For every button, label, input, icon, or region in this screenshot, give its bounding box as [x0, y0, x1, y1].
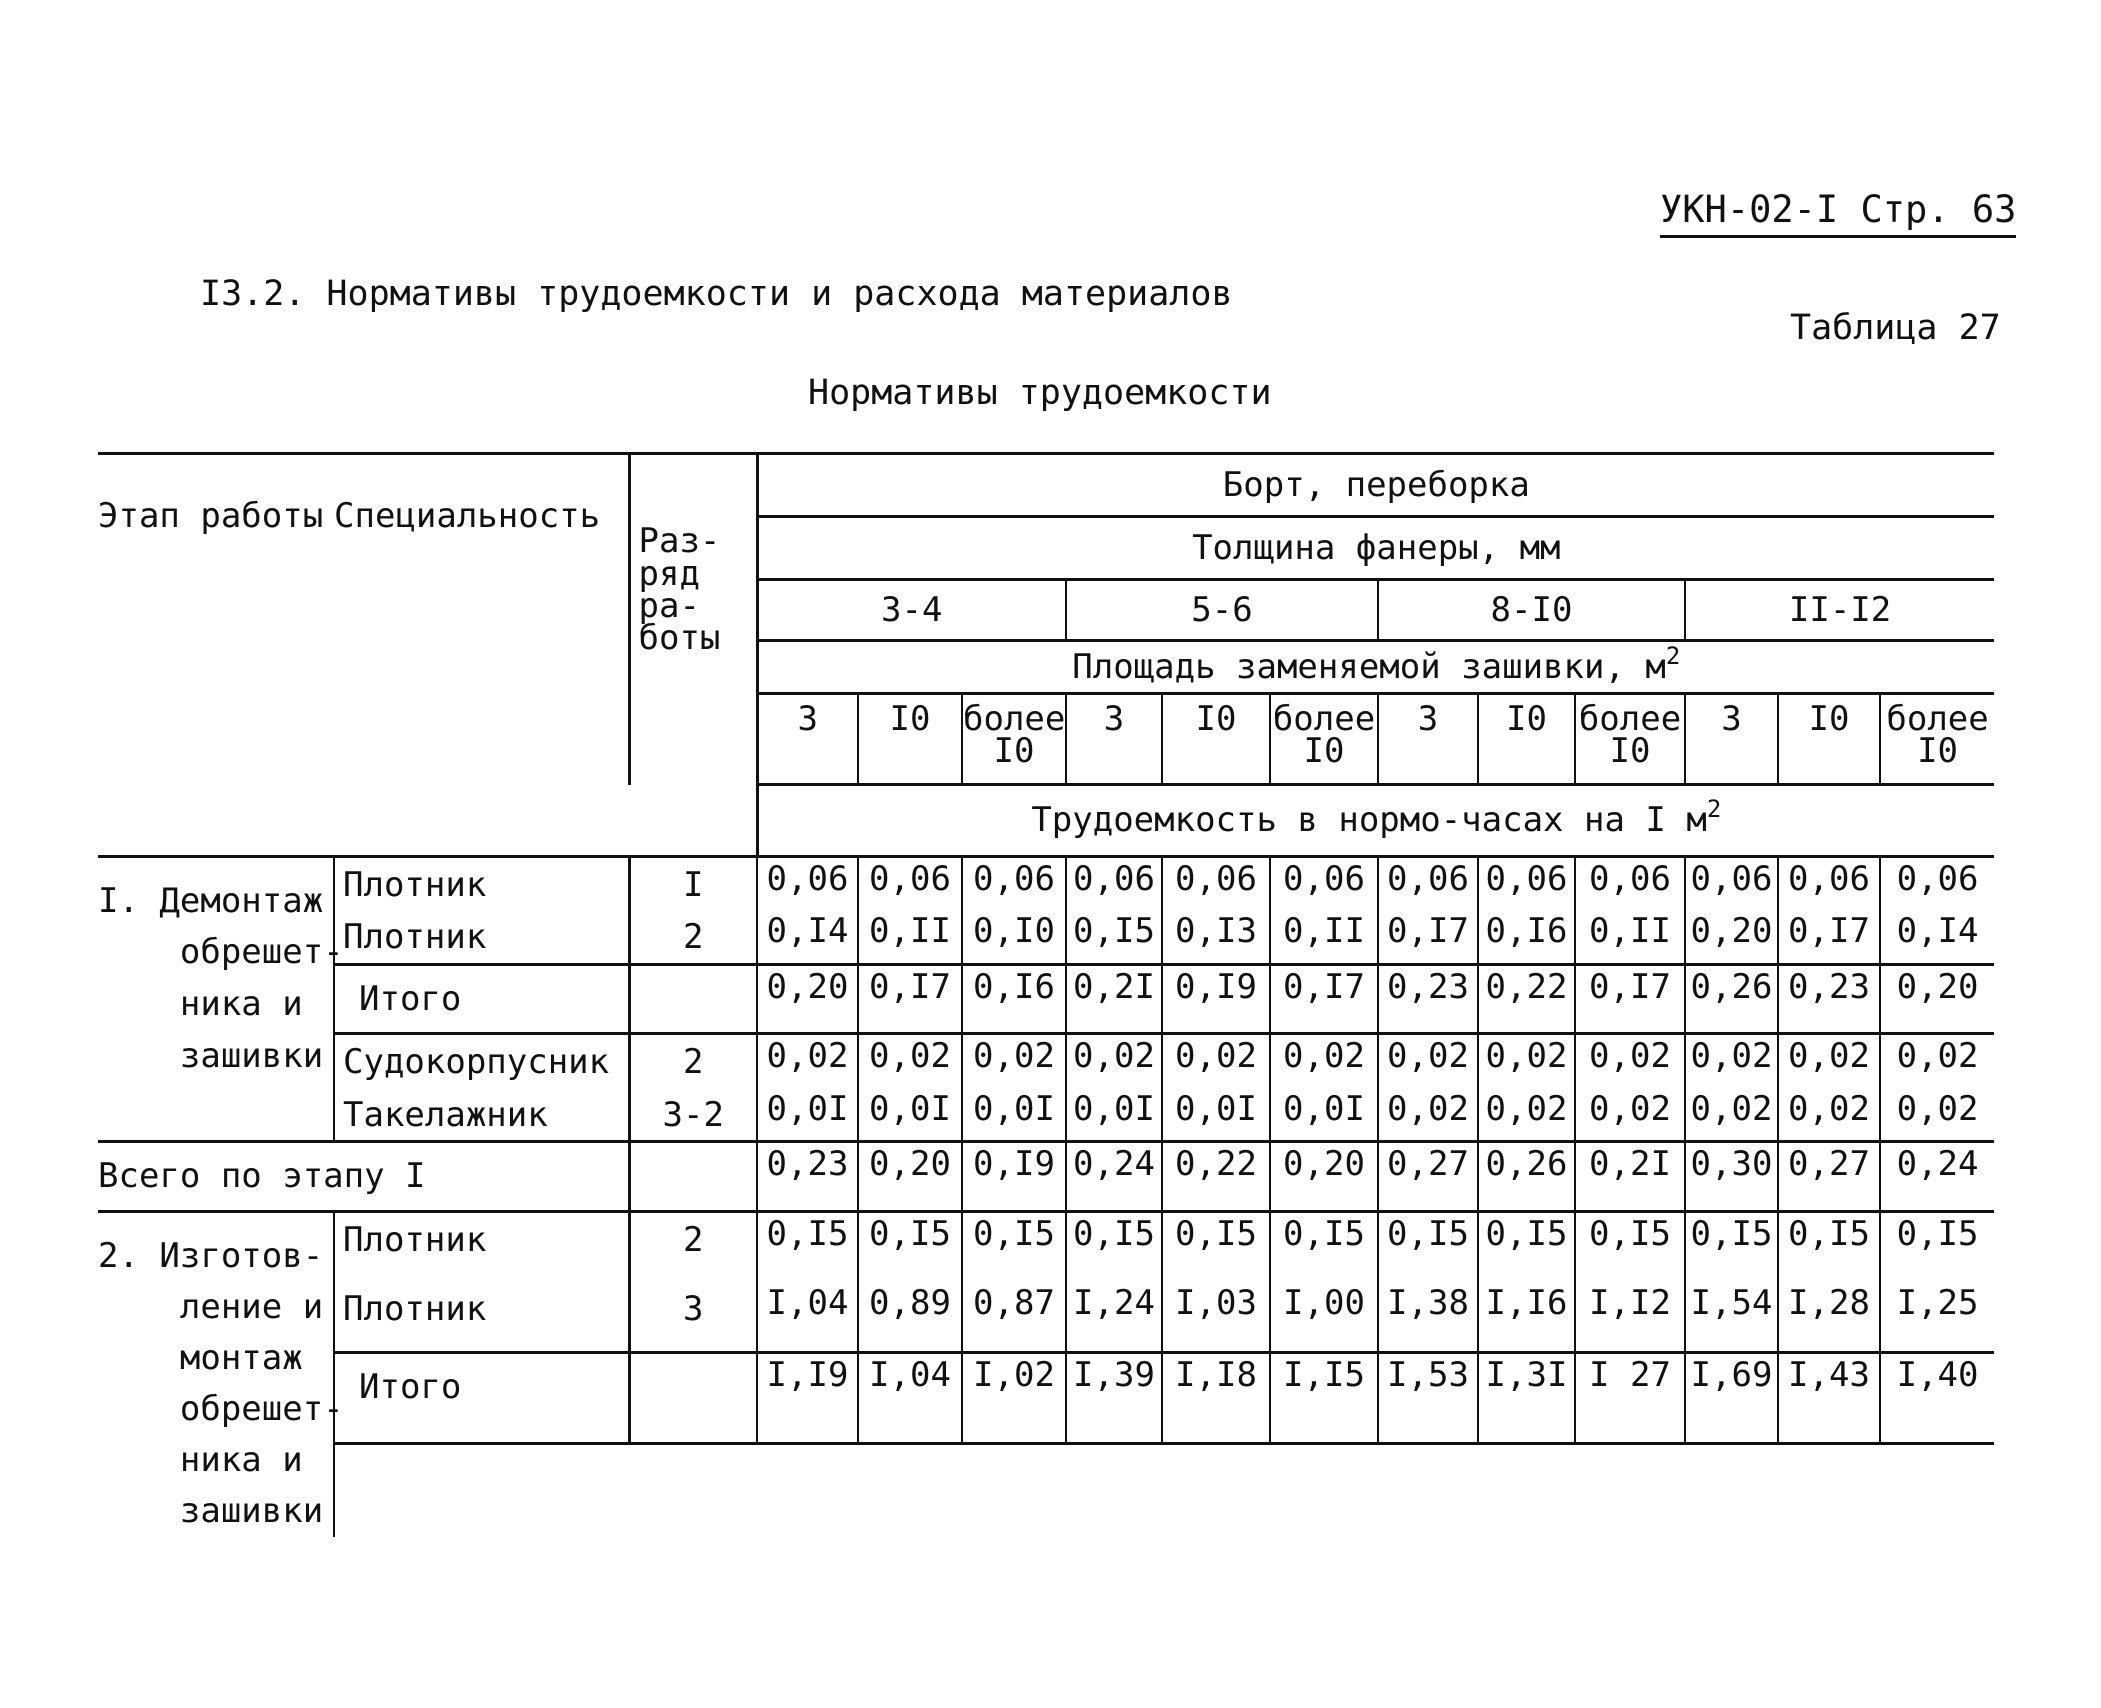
value-cell: I,I6: [1478, 1282, 1575, 1353]
thickness-header-label: Толщина фанеры, мм: [1192, 527, 1561, 568]
value-cell: 0,0I: [757, 1088, 858, 1142]
value-cell: 0,I7: [1378, 910, 1478, 964]
subtotal-value-cell: 0,22: [1478, 964, 1575, 1034]
value-cell: 0,06: [962, 856, 1066, 910]
value-cell: 0,02: [1378, 1088, 1478, 1142]
area-value-cell: более I0: [1575, 694, 1685, 785]
table-number-label: Таблица 27: [1790, 308, 2001, 348]
grade-cell: 2: [629, 910, 757, 964]
total-value-cell: 0,2I: [1575, 1142, 1685, 1212]
value-cell: 0,0I: [1066, 1088, 1162, 1142]
value-cell: 0,I6: [1478, 910, 1575, 964]
value-cell: 0,II: [1270, 910, 1378, 964]
subtotal-value-cell: 0,23: [1378, 964, 1478, 1034]
value-cell: I,25: [1880, 1282, 1994, 1353]
subtotal-value-cell: I,39: [1066, 1352, 1162, 1443]
subtotal-value-cell: I,04: [858, 1352, 962, 1443]
table-caption: Нормативы трудоемкости: [808, 373, 1272, 413]
grade-cell: I: [629, 856, 757, 910]
value-cell: 0,06: [1778, 856, 1880, 910]
subtotal-value-cell: 0,23: [1778, 964, 1880, 1034]
subtotal-value-cell: 0,I7: [1270, 964, 1378, 1034]
total-value-cell: 0,24: [1066, 1142, 1162, 1212]
stage-name-cell: 2. Изготов- ление и монтаж обрешет- ника и зашивки: [98, 1211, 334, 1537]
thickness-header: [757, 517, 1994, 580]
thickness-group-cell: 8-I0: [1378, 580, 1685, 641]
value-cell: 0,I5: [757, 1211, 858, 1282]
subtotal-value-cell: I,I5: [1270, 1352, 1378, 1443]
table-row: [98, 1088, 1994, 1142]
subtotal-value-cell: I,3I: [1478, 1352, 1575, 1443]
grade-cell: [629, 1352, 757, 1443]
total-value-cell: 0,27: [1378, 1142, 1478, 1212]
subtotal-value-cell: 0,20: [1880, 964, 1994, 1034]
thickness-group-cell: 5-6: [1066, 580, 1378, 641]
value-cell: 0,02: [1778, 1034, 1880, 1088]
value-cell: I,03: [1162, 1282, 1270, 1353]
total-value-cell: 0,I9: [962, 1142, 1066, 1212]
labor-header: [757, 785, 1994, 857]
value-cell: 0,06: [858, 856, 962, 910]
subtotal-value-cell: 0,2I: [1066, 964, 1162, 1034]
value-cell: 0,02: [1575, 1034, 1685, 1088]
value-cell: 0,20: [1685, 910, 1778, 964]
subtotal-value-cell: I,69: [1685, 1352, 1778, 1443]
area-value-cell: I0: [1162, 694, 1270, 785]
document-code: УКН-02-I Стр. 63: [1660, 188, 2016, 238]
value-cell: 0,I4: [757, 910, 858, 964]
subtotal-label: Итого: [334, 1352, 629, 1443]
labor-norms-table: [98, 452, 1994, 1537]
value-cell: 0,06: [1575, 856, 1685, 910]
value-cell: 0,I4: [1880, 910, 1994, 964]
subtotal-value-cell: 0,I6: [962, 964, 1066, 1034]
group-header: [757, 454, 1994, 517]
value-cell: 0,02: [1575, 1088, 1685, 1142]
value-cell: 0,0I: [962, 1088, 1066, 1142]
value-cell: 0,0I: [1270, 1088, 1378, 1142]
value-cell: 0,0I: [1162, 1088, 1270, 1142]
area-value-cell: 3: [1685, 694, 1778, 785]
value-cell: 0,06: [1685, 856, 1778, 910]
value-cell: 0,02: [757, 1034, 858, 1088]
value-cell: 0,I5: [962, 1211, 1066, 1282]
value-cell: 0,02: [1778, 1088, 1880, 1142]
area-header-label: Площадь заменяемой зашивки, м: [1072, 646, 1666, 687]
specialty-column-header: [334, 454, 629, 785]
value-cell: 0,0I: [858, 1088, 962, 1142]
specialty-cell: Плотник: [334, 856, 629, 910]
value-cell: 0,I3: [1162, 910, 1270, 964]
grade-cell: 2: [629, 1211, 757, 1282]
subtotal-value-cell: 0,I9: [1162, 964, 1270, 1034]
filler-cell: [334, 1491, 1994, 1537]
value-cell: 0,I5: [1685, 1211, 1778, 1282]
stage-column-header: [98, 454, 334, 785]
value-cell: 0,I5: [858, 1211, 962, 1282]
value-cell: I,38: [1378, 1282, 1478, 1353]
subtotal-value-cell: 0,26: [1685, 964, 1778, 1034]
area-header: [757, 641, 1994, 694]
table-row: [98, 1211, 1994, 1282]
total-value-cell: 0,27: [1778, 1142, 1880, 1212]
value-cell: 0,89: [858, 1282, 962, 1353]
value-cell: 0,I5: [1270, 1211, 1378, 1282]
stage-total-row: [98, 1142, 1994, 1212]
value-cell: 0,06: [1478, 856, 1575, 910]
grade-cell: [629, 964, 757, 1034]
specialty-cell: Плотник: [334, 1282, 629, 1353]
subtotal-value-cell: I,I8: [1162, 1352, 1270, 1443]
value-cell: 0,I5: [1478, 1211, 1575, 1282]
value-cell: 0,02: [1378, 1034, 1478, 1088]
value-cell: 0,I5: [1162, 1211, 1270, 1282]
value-cell: I,I2: [1575, 1282, 1685, 1353]
value-cell: 0,02: [1478, 1034, 1575, 1088]
value-cell: 0,06: [1378, 856, 1478, 910]
value-cell: I,54: [1685, 1282, 1778, 1353]
grade-cell: [629, 1142, 757, 1212]
value-cell: 0,02: [1880, 1034, 1994, 1088]
value-cell: 0,02: [1162, 1034, 1270, 1088]
value-cell: 0,I7: [1778, 910, 1880, 964]
value-cell: 0,02: [1685, 1088, 1778, 1142]
labor-header-label: Трудоемкость в нормо-часах на I м: [1031, 800, 1707, 840]
value-cell: 0,02: [858, 1034, 962, 1088]
value-cell: 0,02: [1478, 1088, 1575, 1142]
area-value-cell: 3: [1066, 694, 1162, 785]
specialty-cell: Плотник: [334, 910, 629, 964]
value-cell: 0,II: [858, 910, 962, 964]
total-value-cell: 0,30: [1685, 1142, 1778, 1212]
total-value-cell: 0,23: [757, 1142, 858, 1212]
specialty-cell: Такелажник: [334, 1088, 629, 1142]
filler-cell: [334, 1443, 1994, 1491]
value-cell: 0,I5: [1778, 1211, 1880, 1282]
area-value-cell: I0: [1478, 694, 1575, 785]
table-row: [98, 1282, 1994, 1353]
area-unit-superscript: 2: [1665, 641, 1681, 670]
table-row: [98, 1034, 1994, 1088]
value-cell: 0,I0: [962, 910, 1066, 964]
value-cell: 0,I5: [1575, 1211, 1685, 1282]
total-value-cell: 0,24: [1880, 1142, 1994, 1212]
value-cell: 0,87: [962, 1282, 1066, 1353]
value-cell: 0,02: [1880, 1088, 1994, 1142]
subtotal-value-cell: I,43: [1778, 1352, 1880, 1443]
value-cell: 0,02: [962, 1034, 1066, 1088]
value-cell: I,28: [1778, 1282, 1880, 1353]
total-value-cell: 0,20: [858, 1142, 962, 1212]
value-cell: I,00: [1270, 1282, 1378, 1353]
value-cell: 0,I5: [1378, 1211, 1478, 1282]
grade-header-label: Раз- ряд ра- боты: [638, 521, 721, 659]
area-value-cell: более I0: [1880, 694, 1994, 785]
specialty-header-label: Специальность: [334, 496, 601, 536]
subtotal-value-cell: I,02: [962, 1352, 1066, 1443]
table-row: [98, 856, 1994, 910]
subtotal-value-cell: I,I9: [757, 1352, 858, 1443]
subtotal-row: [98, 1352, 1994, 1443]
stage-header-label: Этап работы: [98, 496, 324, 536]
area-value-cell: I0: [1778, 694, 1880, 785]
grade-cell: 2: [629, 1034, 757, 1088]
filler-row: [98, 1491, 1994, 1537]
labor-unit-superscript: 2: [1706, 795, 1722, 823]
value-cell: 0,06: [1066, 856, 1162, 910]
value-cell: I,04: [757, 1282, 858, 1353]
total-value-cell: 0,26: [1478, 1142, 1575, 1212]
subtotal-value-cell: 0,I7: [858, 964, 962, 1034]
area-value-cell: более I0: [962, 694, 1066, 785]
group-header-label: Борт, переборка: [1222, 464, 1530, 505]
section-title: I3.2. Нормативы трудоемкости и расхода материалов: [200, 274, 1233, 314]
area-value-cell: 3: [1378, 694, 1478, 785]
stage-name-cell: I. Демонтаж обрешет- ника и зашивки: [98, 856, 334, 1142]
value-cell: I,24: [1066, 1282, 1162, 1353]
value-cell: 0,06: [1880, 856, 1994, 910]
area-value-cell: 3: [757, 694, 858, 785]
subtotal-value-cell: I 27: [1575, 1352, 1685, 1443]
specialty-cell: Плотник: [334, 1211, 629, 1282]
subtotal-value-cell: 0,20: [757, 964, 858, 1034]
grade-column-header: [629, 454, 757, 785]
value-cell: 0,02: [1270, 1034, 1378, 1088]
value-cell: 0,I5: [1880, 1211, 1994, 1282]
value-cell: 0,02: [1685, 1034, 1778, 1088]
subtotal-label: Итого: [334, 964, 629, 1034]
total-value-cell: 0,22: [1162, 1142, 1270, 1212]
value-cell: 0,06: [1270, 856, 1378, 910]
value-cell: 0,I5: [1066, 910, 1162, 964]
subtotal-row: [98, 964, 1994, 1034]
thickness-group-cell: 3-4: [757, 580, 1066, 641]
area-value-cell: I0: [858, 694, 962, 785]
subtotal-value-cell: I,40: [1880, 1352, 1994, 1443]
labor-header-spacer: [98, 785, 757, 857]
value-cell: 0,02: [1066, 1034, 1162, 1088]
total-value-cell: 0,20: [1270, 1142, 1378, 1212]
value-cell: 0,06: [757, 856, 858, 910]
specialty-cell: Судокорпусник: [334, 1034, 629, 1088]
grade-cell: 3-2: [629, 1088, 757, 1142]
thickness-group-cell: II-I2: [1685, 580, 1994, 641]
value-cell: 0,II: [1575, 910, 1685, 964]
value-cell: 0,I5: [1066, 1211, 1162, 1282]
subtotal-value-cell: I,53: [1378, 1352, 1478, 1443]
stage-total-label: Всего по этапу I: [98, 1142, 629, 1212]
filler-row: [98, 1443, 1994, 1491]
value-cell: 0,06: [1162, 856, 1270, 910]
grade-cell: 3: [629, 1282, 757, 1353]
area-value-cell: более I0: [1270, 694, 1378, 785]
table-row: [98, 910, 1994, 964]
subtotal-value-cell: 0,I7: [1575, 964, 1685, 1034]
